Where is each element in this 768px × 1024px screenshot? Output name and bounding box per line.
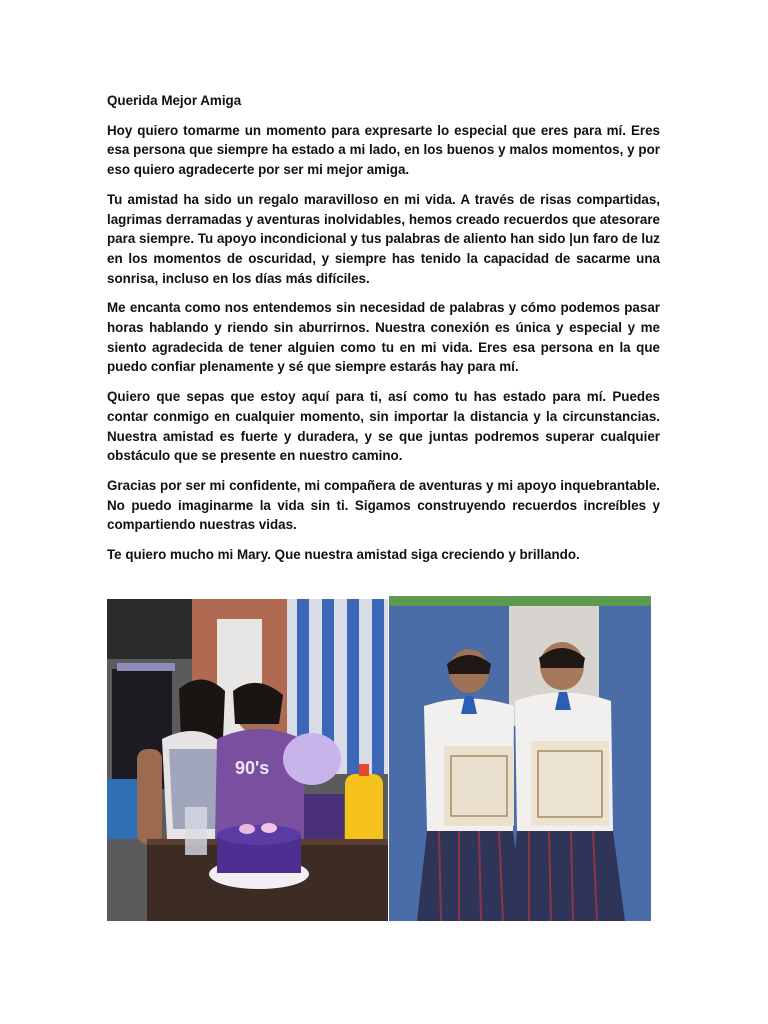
letter-salutation: Querida Mejor Amiga — [107, 93, 242, 108]
letter-paragraph-4: Quiero que sepas que estoy aquí para ti, así como tu has estado para mí. Puedes contar conmigo en cualquier momento, sin importar la distancia y la circunstancias. Nuestra amistad es fuerte y duradera, y se que juntas podremos superar cualquier obstáculo que se presente en nuestro camino. — [107, 389, 660, 464]
graduation-photo-illustration — [389, 596, 651, 921]
letter-paragraph-1: Hoy quiero tomarme un momento para expresarte lo especial que eres para mí. Eres esa persona que siempre ha estado a mi lado, en los buenos y malos momentos, y por eso quiero agradecerte por ser mi mejor amiga. — [107, 122, 660, 178]
graduation-photo — [389, 596, 651, 921]
letter-paragraph-2: Tu amistad ha sido un regalo maravilloso en mi vida. A través de risas compartidas, lagrimas derramadas y aventuras inolvidables, hemos creado recuerdos que atesorare para siempre. Tu apoyo incondicional y tus palabras de aliento han sido |un faro de luz en los momentos de oscuridad, y siempre has tenido la capacidad de sacarme una sonrisa, incluso en los días más difíciles. — [107, 191, 660, 286]
letter-body — [107, 91, 660, 565]
birthday-photo-illustration — [107, 599, 388, 921]
letter-paragraph-5: Gracias por ser mi confidente, mi compañera de aventuras y mi apoyo inquebrantable. No puedo imaginarme la vida sin ti. Sigamos construyendo recuerdos increíbles y compartiendo nuestras vidas. — [107, 477, 660, 533]
shirt-text: 90's — [235, 758, 270, 778]
letter-closing: Te quiero mucho mi Mary. Que nuestra amistad siga creciendo y brillando. — [107, 547, 580, 563]
letter-paragraph-3: Me encanta como nos entendemos sin necesidad de palabras y cómo podemos pasar horas hablando y riendo sin aburrirnos. Nuestra conexión es única y especial y me siento agradecida de tener alguien como tu en mi vida. Eres esa persona en la que puedo confiar plenamente y sé que siempre estarás hay para mí. — [107, 300, 660, 375]
birthday-photo — [107, 599, 388, 921]
